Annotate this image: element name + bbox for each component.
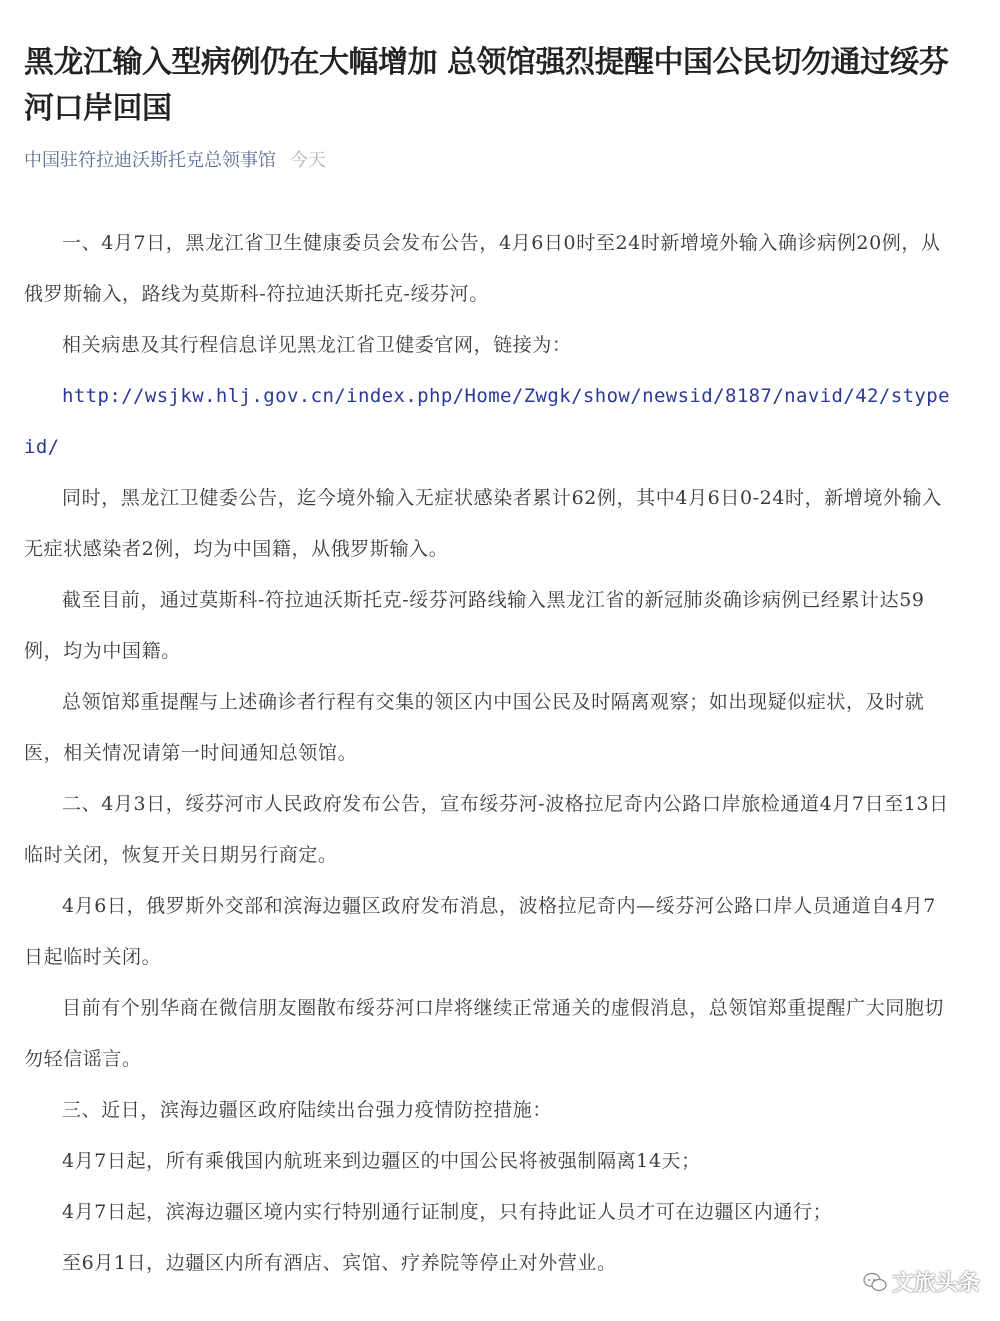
- watermark-text: 文旅头条: [891, 1271, 980, 1296]
- paragraph: 4月6日，俄罗斯外交部和滨海边疆区政府发布消息，波格拉尼奇内—绥芬河公路口岸人员通道自4月7日起临时关闭。: [24, 895, 936, 968]
- paragraph: 至6月1日，边疆区内所有酒店、宾馆、疗养院等停止对外营业。: [62, 1252, 617, 1274]
- watermark: [862, 1266, 980, 1297]
- paragraph: 目前有个别华商在微信朋友圈散布绥芬河口岸将继续正常通关的虚假消息，总领馆郑重提醒广大同胞切勿轻信谣言。: [24, 997, 945, 1070]
- publish-date: 今天: [290, 150, 326, 171]
- paragraph: 4月7日起，所有乘俄国内航班来到边疆区的中国公民将被强制隔离14天；: [62, 1150, 701, 1172]
- paragraph: 同时，黑龙江卫健委公告，迄今境外输入无症状感染者累计62例，其中4月6日0-24时，新增境外输入无症状感染者2例，均为中国籍，从俄罗斯输入。: [24, 487, 942, 560]
- account-name-link[interactable]: 中国驻符拉迪沃斯托克总领事馆: [24, 150, 276, 171]
- paragraph: 截至目前，通过莫斯科-符拉迪沃斯托克-绥芬河路线输入黑龙江省的新冠肺炎确诊病例已经累计达59例，均为中国籍。: [24, 589, 925, 662]
- article: [24, 40, 954, 1289]
- paragraph: 一、4月7日，黑龙江省卫生健康委员会发布公告，4月6日0时至24时新增境外输入确诊病例20例，从俄罗斯输入，路线为莫斯科-符拉迪沃斯托克-绥芬河。: [24, 232, 941, 305]
- article-title: 黑龙江输入型病例仍在大幅增加 总领馆强烈提醒中国公民切勿通过绥芬河口岸回国: [24, 45, 949, 126]
- article-meta: [24, 148, 954, 174]
- paragraph: 三、近日，滨海边疆区政府陆续出台强力疫情防控措施：: [62, 1099, 553, 1121]
- paragraph: 二、4月3日，绥芬河市人民政府发布公告，宣布绥芬河-波格拉尼奇内公路口岸旅检通道4月7日至13日临时关闭，恢复开关日期另行商定。: [24, 793, 949, 866]
- paragraph: 相关病患及其行程信息详见黑龙江省卫健委官网，链接为：: [62, 334, 572, 356]
- chat-bubble-icon: [862, 1270, 888, 1294]
- article-body: [24, 218, 954, 1289]
- paragraph: 4月7日起，滨海边疆区境内实行特别通行证制度，只有持此证人员才可在边疆区内通行；: [62, 1201, 833, 1223]
- source-url-link[interactable]: http://wsjkw.hlj.gov.cn/index.php/Home/Zwgk/show/newsid/8187/navid/42/stypeid/: [24, 385, 950, 458]
- paragraph: 总领馆郑重提醒与上述确诊者行程有交集的领区内中国公民及时隔离观察；如出现疑似症状，及时就医，相关情况请第一时间通知总领馆。: [24, 691, 925, 764]
